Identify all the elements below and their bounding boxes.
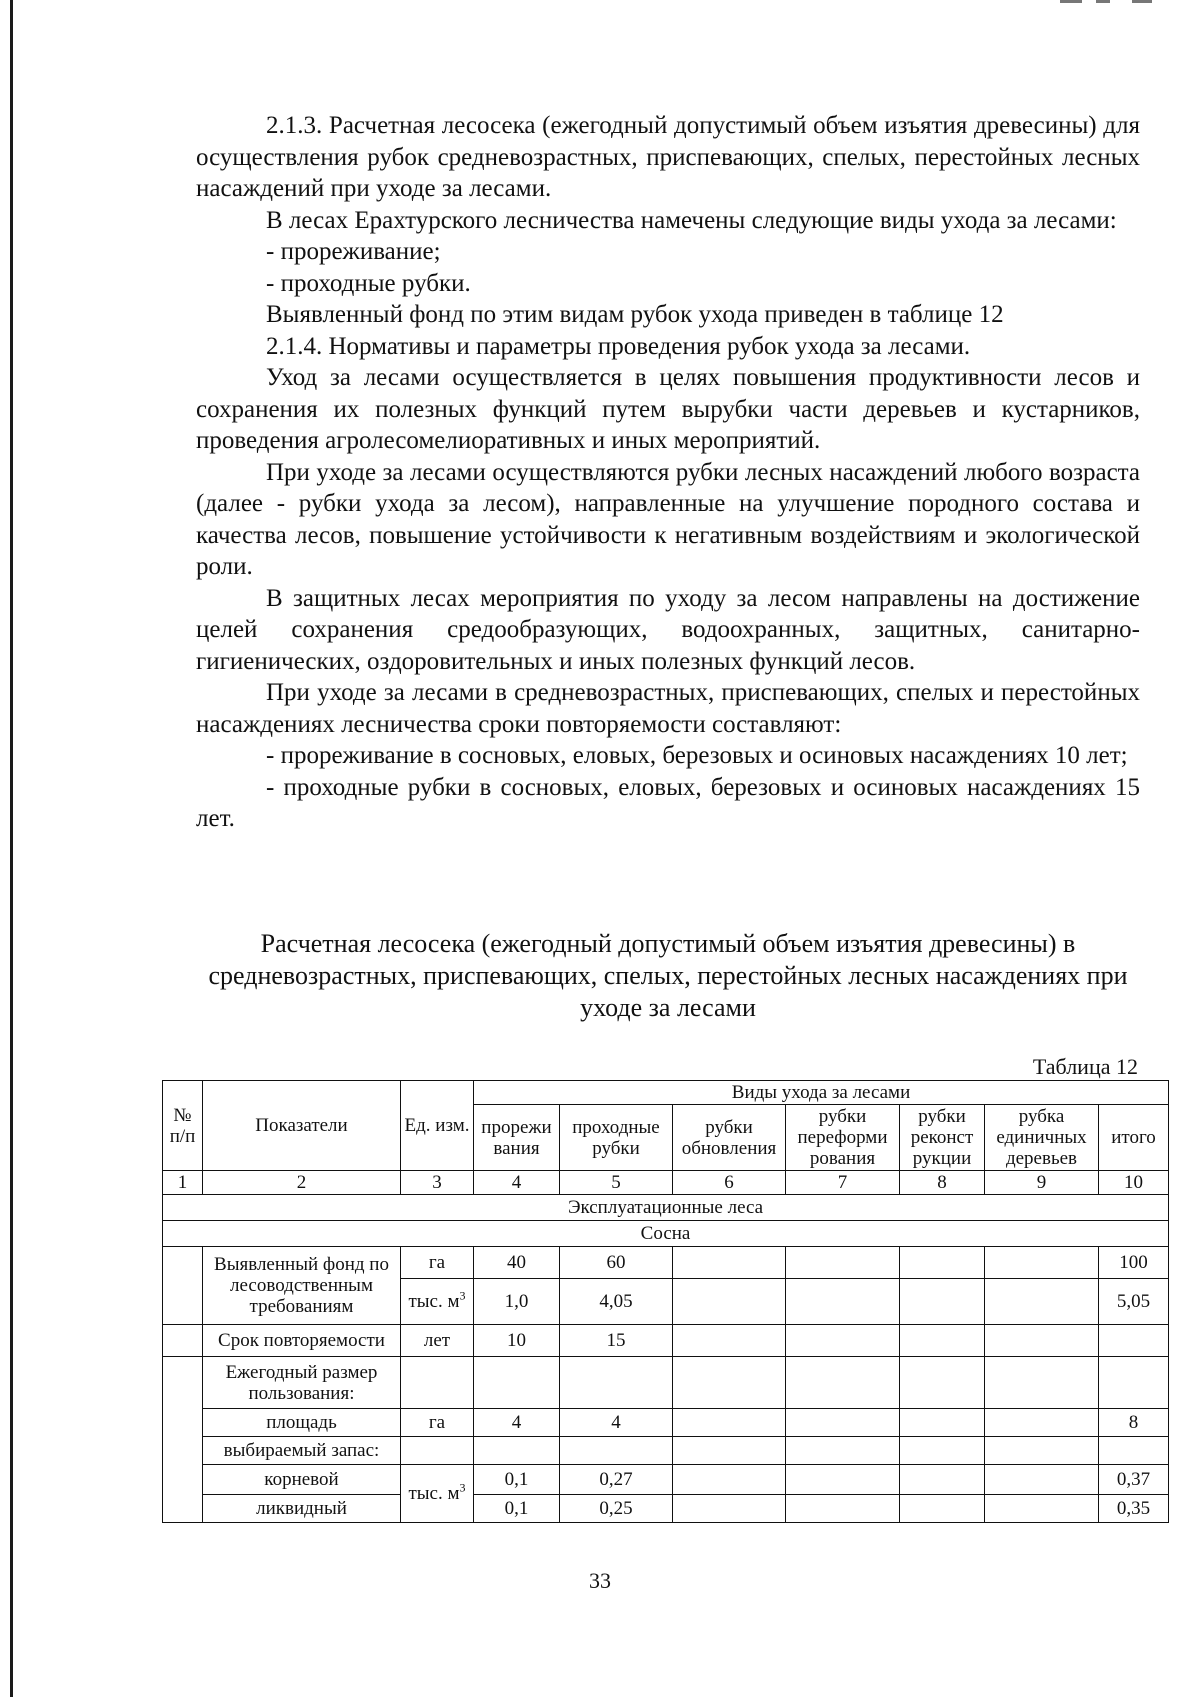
table-cell: [401, 1437, 474, 1465]
table-label: Таблица 12: [1032, 1054, 1138, 1079]
table-cell: [673, 1279, 786, 1325]
header-col-thinning: прорежи вания: [474, 1105, 560, 1171]
table-caption: Расчетная лесосека (ежегодный допустимый объем изъятия древесины) в средневозрастных, приспевающих, спелых, перестойных лесных насаждениях при уходе за лесами: [208, 929, 1128, 1022]
table-cell: [560, 1357, 673, 1409]
table-cell: [673, 1325, 786, 1357]
header-num: № п/п: [163, 1081, 203, 1171]
list-item-passage-period: - проходные рубки в сосновых, еловых, березовых и осиновых насаждениях 15 лет.: [196, 773, 1140, 832]
table-cell: [786, 1465, 900, 1495]
table-cell: [900, 1279, 985, 1325]
table-cell: 1,0: [474, 1279, 560, 1325]
table-cell: [985, 1465, 1099, 1495]
header-unit: Ед. изм.: [401, 1081, 474, 1171]
table-cell: [900, 1357, 985, 1409]
stock-unit: [401, 1465, 474, 1523]
table-cell: 4: [560, 1409, 673, 1437]
table-cell: [900, 1495, 985, 1523]
table-cell: 0,37: [1099, 1465, 1169, 1495]
annual-label: Ежегодный размер пользования:: [203, 1357, 401, 1409]
paragraph-forest-care-types: В лесах Ерахтурского лесничества намечены следующие виды ухода за лесами:: [266, 206, 1117, 234]
table-cell: 8: [1099, 1409, 1169, 1437]
column-number: 4: [474, 1171, 560, 1195]
table-cell: [985, 1357, 1099, 1409]
header-col-single-trees: рубка единичных деревьев: [985, 1105, 1099, 1171]
column-number: 9: [985, 1171, 1099, 1195]
table-cell: 0,27: [560, 1465, 673, 1495]
fund-label: Выявленный фонд по лесоводственным требованиям: [203, 1247, 401, 1325]
table-cell: [786, 1247, 900, 1279]
stock-label: выбираемый запас:: [203, 1437, 401, 1465]
scan-left-edge: [10, 0, 13, 1697]
row-num-cell: [163, 1325, 203, 1357]
table-cell: [1099, 1357, 1169, 1409]
page-number: 33: [589, 1568, 611, 1593]
forest-care-table: [162, 1080, 1169, 1523]
table-cell: 100: [1099, 1247, 1169, 1279]
table-cell: [985, 1409, 1099, 1437]
table-cell: [673, 1357, 786, 1409]
column-number: 7: [786, 1171, 900, 1195]
table-cell: [985, 1279, 1099, 1325]
table-cell: [673, 1247, 786, 1279]
table-cell: 0,1: [474, 1465, 560, 1495]
column-number: 10: [1099, 1171, 1169, 1195]
body-text: [196, 110, 1140, 835]
table-cell: [985, 1495, 1099, 1523]
fund-area-unit: га: [401, 1247, 474, 1279]
paragraph-protective-forests: В защитных лесах мероприятия по уходу за лесом направлены на достижение целей сохранения средообразующих, водоохранных, защитных, санитарно-гигиенических, оздоровительных и иных полезных функций лесов.: [196, 584, 1140, 675]
table-cell: [401, 1357, 474, 1409]
header-indicator: Показатели: [203, 1081, 401, 1171]
section-row: Эксплуатационные леса: [163, 1195, 1169, 1221]
unit-superscript: 3: [459, 1480, 466, 1495]
table-cell: 15: [560, 1325, 673, 1357]
paragraph-2-1-3: 2.1.3. Расчетная лесосека (ежегодный допустимый объем изъятия древесины) для осуществления рубок средневозрастных, приспевающих, спелых, перестойных лесных насаждений при уходе за лесами.: [196, 112, 1140, 202]
paragraph-care-cutting: При уходе за лесами осуществляются рубки лесных насаждений любого возраста (далее - рубки ухода за лесом), направленные на улучшение породного состава и качества лесов, повышение устойчивости к негативным воздействиям и экологической роли.: [196, 458, 1140, 580]
column-number: 1: [163, 1171, 203, 1195]
species-row: Сосна: [163, 1221, 1169, 1247]
unit-text: тыс. м: [408, 1483, 460, 1504]
table-cell: [786, 1409, 900, 1437]
table-cell: 60: [560, 1247, 673, 1279]
scan-top-mark: [1096, 0, 1110, 3]
table-cell: [900, 1437, 985, 1465]
table-cell: [900, 1247, 985, 1279]
table-cell: [786, 1325, 900, 1357]
header-care-types: Виды ухода за лесами: [474, 1081, 1169, 1105]
table-cell: [786, 1437, 900, 1465]
area-unit: га: [401, 1409, 474, 1437]
table-cell: [985, 1325, 1099, 1357]
table-cell: 0,1: [474, 1495, 560, 1523]
table-cell: [474, 1437, 560, 1465]
unit-text: тыс. м: [408, 1291, 460, 1312]
header-col-total: итого: [1099, 1105, 1169, 1171]
table-cell: 10: [474, 1325, 560, 1357]
liquid-label: ликвидный: [203, 1495, 401, 1523]
header-col-reconstruction: рубки реконст рукции: [900, 1105, 985, 1171]
repeat-label: Срок повторяемости: [203, 1325, 401, 1357]
table-cell: 4,05: [560, 1279, 673, 1325]
list-item-thinning: - прореживание;: [266, 238, 441, 265]
list-item-thinning-period: - прореживание в сосновых, еловых, березовых и осиновых насаждениях 10 лет;: [266, 742, 1128, 769]
table-cell: [1099, 1437, 1169, 1465]
table-cell: [1099, 1325, 1169, 1357]
unit-superscript: 3: [459, 1288, 466, 1303]
repeat-unit: лет: [401, 1325, 474, 1357]
scan-top-mark: [1060, 0, 1082, 3]
row-num-cell: [163, 1247, 203, 1325]
area-label: площадь: [203, 1409, 401, 1437]
header-col-reformation: рубки переформи рования: [786, 1105, 900, 1171]
table-cell: [786, 1495, 900, 1523]
list-item-passage-cutting: - проходные рубки.: [266, 269, 471, 297]
paragraph-repeat-periods: При уходе за лесами в средневозрастных, приспевающих, спелых и перестойных насаждениях лесничества сроки повторяемости составляют:: [196, 679, 1140, 738]
table-cell: [985, 1437, 1099, 1465]
table-cell: 5,05: [1099, 1279, 1169, 1325]
column-number: 2: [203, 1171, 401, 1195]
table-cell: [786, 1279, 900, 1325]
column-number: 8: [900, 1171, 985, 1195]
table-cell: 4: [474, 1409, 560, 1437]
row-num-cell: [163, 1357, 203, 1523]
paragraph-2-1-4: 2.1.4. Нормативы и параметры проведения рубок ухода за лесами.: [266, 332, 971, 360]
table-cell: 40: [474, 1247, 560, 1279]
paragraph-fund-reference: Выявленный фонд по этим видам рубок ухода приведен в таблице 12: [266, 301, 1004, 328]
paragraph-care-purpose: Уход за лесами осуществляется в целях повышения продуктивности лесов и сохранения их полезных функций путем вырубки части деревьев и кустарников, проведения агролесомелиоративных и иных мероприятий.: [196, 364, 1140, 454]
table-cell: 0,25: [560, 1495, 673, 1523]
table-cell: [560, 1437, 673, 1465]
fund-volume-unit: [401, 1279, 474, 1325]
table-cell: [474, 1357, 560, 1409]
table-cell: [900, 1465, 985, 1495]
column-number: 5: [560, 1171, 673, 1195]
table-cell: 0,35: [1099, 1495, 1169, 1523]
table-cell: [985, 1247, 1099, 1279]
column-number: 3: [401, 1171, 474, 1195]
table-cell: [900, 1409, 985, 1437]
column-number: 6: [673, 1171, 786, 1195]
table-cell: [786, 1357, 900, 1409]
table-cell: [673, 1495, 786, 1523]
table-cell: [900, 1325, 985, 1357]
table-cell: [673, 1437, 786, 1465]
table-cell: [673, 1465, 786, 1495]
header-col-passage: проходные рубки: [560, 1105, 673, 1171]
table-cell: [673, 1409, 786, 1437]
root-label: корневой: [203, 1465, 401, 1495]
header-col-renewal: рубки обновления: [673, 1105, 786, 1171]
scan-top-mark: [1132, 0, 1152, 3]
